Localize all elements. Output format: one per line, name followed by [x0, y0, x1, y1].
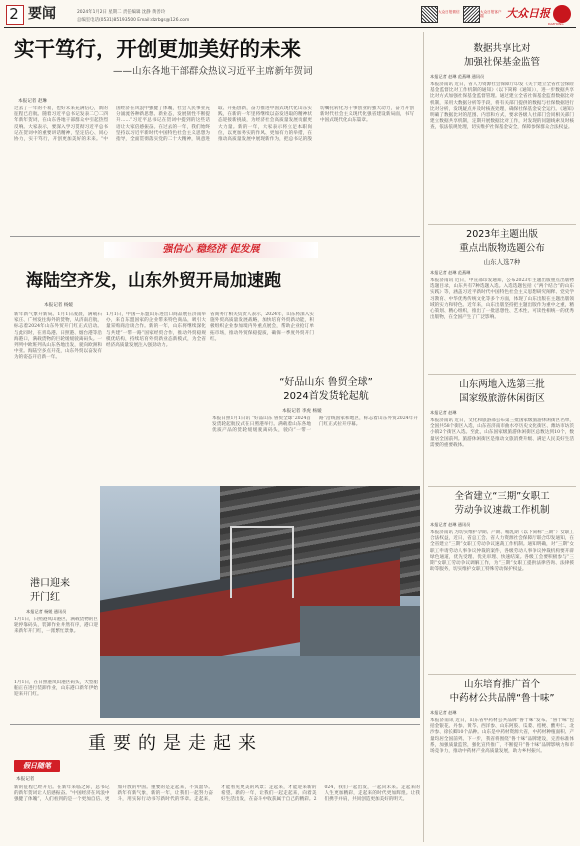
lead-divider: [10, 236, 420, 237]
lead-byline: 本报记者 赵琳: [18, 99, 48, 104]
lead-headline: 实干笃行，开创更加美好的未来: [14, 37, 301, 61]
right-divider-3: [428, 486, 576, 487]
gallery-headline: “好品山东 鲁贸全球” 2024首发货轮起航: [279, 377, 373, 402]
gallery-byline: 本报记者 李虎 杨媛: [282, 409, 322, 414]
social-security-headline: 数据共享比对 加强社保基金监管: [463, 43, 540, 68]
tourism-headline: 山东两地入选第三批 国家级旅游休闲街区: [459, 379, 545, 404]
photo-caption: 1月1日，在日照港岚山港区码头，大型船舶正在进行装卸作业，山东港口新年伊始迎来开门红。: [14, 680, 98, 698]
loading-crane: [230, 526, 294, 598]
right-column-rule: [423, 32, 424, 842]
publishing-byline: 本报记者 赵琳 范燕琳: [430, 270, 471, 275]
labor-dispute-body: 本报济南讯 为切实维护孕期、产期、哺乳期（以下简称“三期”）女职工合法权益，近日，省总工会、省人力资源社会保障厅联合印发通知，在全省建立“三期”女职工劳动争议速裁工作机制。通知明确，对“三期”女职工申请劳动人事争议仲裁的案件，各级劳动人事争议仲裁机构要开辟绿色通道，优先受理、优先审理、快速结案。各级工会要积极参与“三期”女职工劳动争议调解工作，为“三期”女职工提供法律咨询、法律援助等服务，切实维护女职工特殊劳动保护权益。: [430, 530, 574, 573]
section-title: 要闻: [28, 6, 56, 22]
sea-water: [100, 656, 420, 718]
labor-dispute-byline: 本报记者 赵琳 通讯员: [430, 522, 471, 527]
trade-body-col3: 省商务厅相关负责人表示，2024年，山东将深入实施外贸高质量发展战略，加快培育外贸新动能，积极组织企业参加境内外重点展会，帮助企业抢订单拓市场，推动外贸保稳提质，确保一季度外贸开门红。: [210, 312, 314, 342]
logo-emblem-icon: [553, 5, 571, 23]
social-security-byline: 本报记者 赵琳 范燕琳 通讯员: [430, 74, 485, 79]
page-number: 2: [9, 5, 19, 23]
column-tag-label: 假日随笔: [23, 762, 51, 770]
qr-code-weixin[interactable]: [421, 6, 438, 23]
port-body: 1月1日，日照港岚山港区，满载货物的巨轮停靠码头，装卸作业井然有序，港口迎来新年开门红，一派繁忙景象。: [14, 617, 98, 635]
trade-divider: [10, 724, 420, 725]
commentary-body: 新的征程已经开启。在新年来临之际，总书记的新年贺词让人倍感振奋。“中国经济在风浪中强健了体魄”，人们看到的是一个更加自信、更加开放的中国。重要的是走起来，不负韶华。新年有新气象，新的一年，让我们一起努力奋斗，用实际行动书写新时代的华章。走起来，才能看见更美的风景；走起来，才能迎来新的希望。新的一年，让我们一起走起来，向着美好生活出发，在奋斗中收获属于自己的精彩。2024，我们一起出发，一起向未来。走起来的人生更加精彩，走起来的时代更加辉煌。让我们携手并肩，共同创造更加美好的明天。: [14, 785, 420, 803]
contact-line: 总编室电话(0531)85193500 Email:dzrbgs@126.com: [77, 18, 190, 23]
port-photo: [100, 486, 420, 718]
qr-label-app: 大众日报客户端: [480, 10, 502, 19]
theme-banner-text: 强信心 稳经济 促发展: [162, 244, 260, 255]
right-divider-1: [428, 224, 576, 225]
right-divider-4: [428, 674, 576, 675]
tourism-byline: 本报记者 赵琳: [430, 410, 457, 415]
publishing-body: 本报济南讯 近日，中宣部印发通知，公布2023年主题出版重点出版物选题目录，山东共有7种选题入选。入选选题包括《“两个结合”的山东实践》等，涵盖习近平新时代中国特色社会主义思想研究阐释、党史学习教育、中华优秀传统文化等多个方面，体现了山东出版在主题出版领域的实力和特色。近年来，山东出版坚持把主题出版作为重中之重，精心策划、精心组织，推出了一批思想性、艺术性、可读性相统一的优秀出版物，在全国产生了广泛影响。: [430, 278, 574, 321]
publishing-kicker: 山东人选7种: [483, 258, 521, 266]
trade-byline: 本报记者 杨媛: [44, 303, 74, 308]
herbal-brand-headline: 山东培育推广首个 中药材公共品牌“鲁十味”: [449, 679, 555, 704]
social-security-body: 本报济南讯 近日，省人力资源社会保障厅印发《关于建立全省社会保险基金监督比对工作机制的通知》（以下简称《通知》），进一步数据共享比对方式加强社保基金监督管理。通过建立全省社保基金监督数据比对机制，采用大数据分析等手段，将有关部门提供的数据与社保数据进行比对分析，发现疑点并及时核查处理，确保社保基金安全运行。《通知》明确了数据比对的范围、内容和方式，要求各级人社部门会同相关部门建立数据共享机制，定期开展数据比对工作，对发现的问题线索及时核查，依法依规处理，切实维护社保基金安全，保障参保群众合法权益。: [430, 82, 574, 131]
port-byline: 本报记者 杨媛 通讯员: [26, 609, 67, 614]
commentary-headline: 重要的是走起来: [88, 733, 263, 754]
lead-body: 过去了一年的不易，也好未来充满信心，新的征程已启航。随着习近平总书记发表二〇二四年新年贺词，在山东各地干部群众中引起热烈反响。大家表示，要深入学习贯彻习近平总书记在贺词中的重要讲话精神，坚定信心、同心协力，实干笃行，开创更加美好的未来。“中国经济在风浪中强健了体魄，社会人民事业充分涌流各种新思想、新业态，发展韧性不断提升……”习近平总书记在贺词中提到的这些话语让大家倍感振奋。在过去的一年，我们始终坚持以习近平新时代中国特色社会主义思想为指导，全面贯彻落实党的二十大精神，锐意进取、开拓创新，奋力推进中国式现代化山东实践，在新的一年里将继续以奋发进取的精神状态迎接新挑战，为经济社会高质量发展贡献更大力量。新的一年，大家表示将立足本职岗位，以更加务实的作风、更加有力的举措，在推动高质量发展中展现新作为，把总书记的殷切嘱托转化为干事创业的强大动力，奋力开创新时代社会主义现代化强省建设新局面，书写中国式现代化山东篇章。: [14, 106, 414, 143]
logo-subtitle: DAZHONG: [548, 22, 564, 26]
trade-body-col2: 1月1日，中国—东盟山东进出口商品展在济南举办，来自东盟国家的企业带来特色商品，吸引大量采购商洽谈合作。新的一年，山东将继续深化与共建“一带一路”国家经贸合作，推动外贸稳规模优结构，持续培育外贸新业态新模式，为全省经济高质量发展注入强劲动力。: [106, 312, 206, 349]
qr-label-weixin: 大众日报微信: [438, 10, 460, 14]
qr-code-app[interactable]: [463, 6, 480, 23]
newspaper-logo: 大众日报: [506, 7, 550, 20]
right-divider-2: [428, 374, 576, 375]
labor-dispute-headline: 全省建立“三期”女职工 劳动争议速裁工作机制: [454, 491, 550, 516]
publishing-headline: 2023年主题出版 重点出版物选题公布: [459, 229, 545, 254]
commentary-byline: 本报记者: [16, 777, 35, 782]
tourism-body: 本报济南讯 近日，文化和旅游部公布第三批国家级旅游休闲街区名单，全国共58个街区入选，山东省济南市曲水亭历史文化街区、潍坊市坊茨小镇2个街区入选。至此，山东国家级旅游休闲街区总数达到10个，数量居全国前列。旅游休闲街区是推动文旅消费升级、满足人民美好生活需要的重要载体。: [430, 418, 574, 448]
port-headline: 港口迎来 开门红: [30, 578, 70, 603]
masthead: [0, 0, 580, 30]
trade-headline: 海陆空齐发，山东外贸开局加速跑: [26, 271, 281, 291]
trade-body-col1: 新年新气象开新局。1月1日凌晨，满载石家庄、广州发往海外的货物，从济南启航，标志着2024年山东外贸开门红正式启动。与此同时，在青岛港、日照港、烟台港等沿海港口，满载货物的巨轮缓缓驶离码头。一列列中欧班列从山东各地出发，驶向欧洲和中亚。海陆空多点开花，山东外贸以奋发有为的姿态开启新一年。: [14, 312, 102, 361]
gallery-body: 本报日照1月1日讯 “好品山东 鲁贸全球”2024首发货轮起航仪式在日照港举行。满载着山东各地优质产品的货轮缓缓驶离码头，驶向“一带一路”沿线国家和地区，标志着山东外贸2024年开门红正式拉开序幕。: [212, 416, 418, 434]
lead-subheadline: ——山东各地干部群众热议习近平主席新年贺词: [113, 66, 313, 77]
herbal-brand-body: 本报济南讯 近日，山东省中药材公共品牌“鲁十味”发布。“鲁十味”包括金银花、丹参、黄芩、西洋参、山东阿胶、瓜蒌、桔梗、酸枣仁、北沙参、徐长卿10个品种。山东是中药材资源大省，中药材种植面积、产量均居全国前列。下一步，我省将围绕“鲁十味”品牌建设，完善标准体系，加强质量监管，强化宣传推广，不断提升“鲁十味”品牌影响力和市场竞争力，推动中药材产业高质量发展，助力乡村振兴。: [430, 718, 574, 755]
masthead-rule: [4, 27, 576, 28]
issue-date: 2024年1月2日 星期二 责任编辑 沈静 黄善玲: [77, 10, 166, 15]
herbal-brand-byline: 本报记者 赵琳: [430, 710, 457, 715]
